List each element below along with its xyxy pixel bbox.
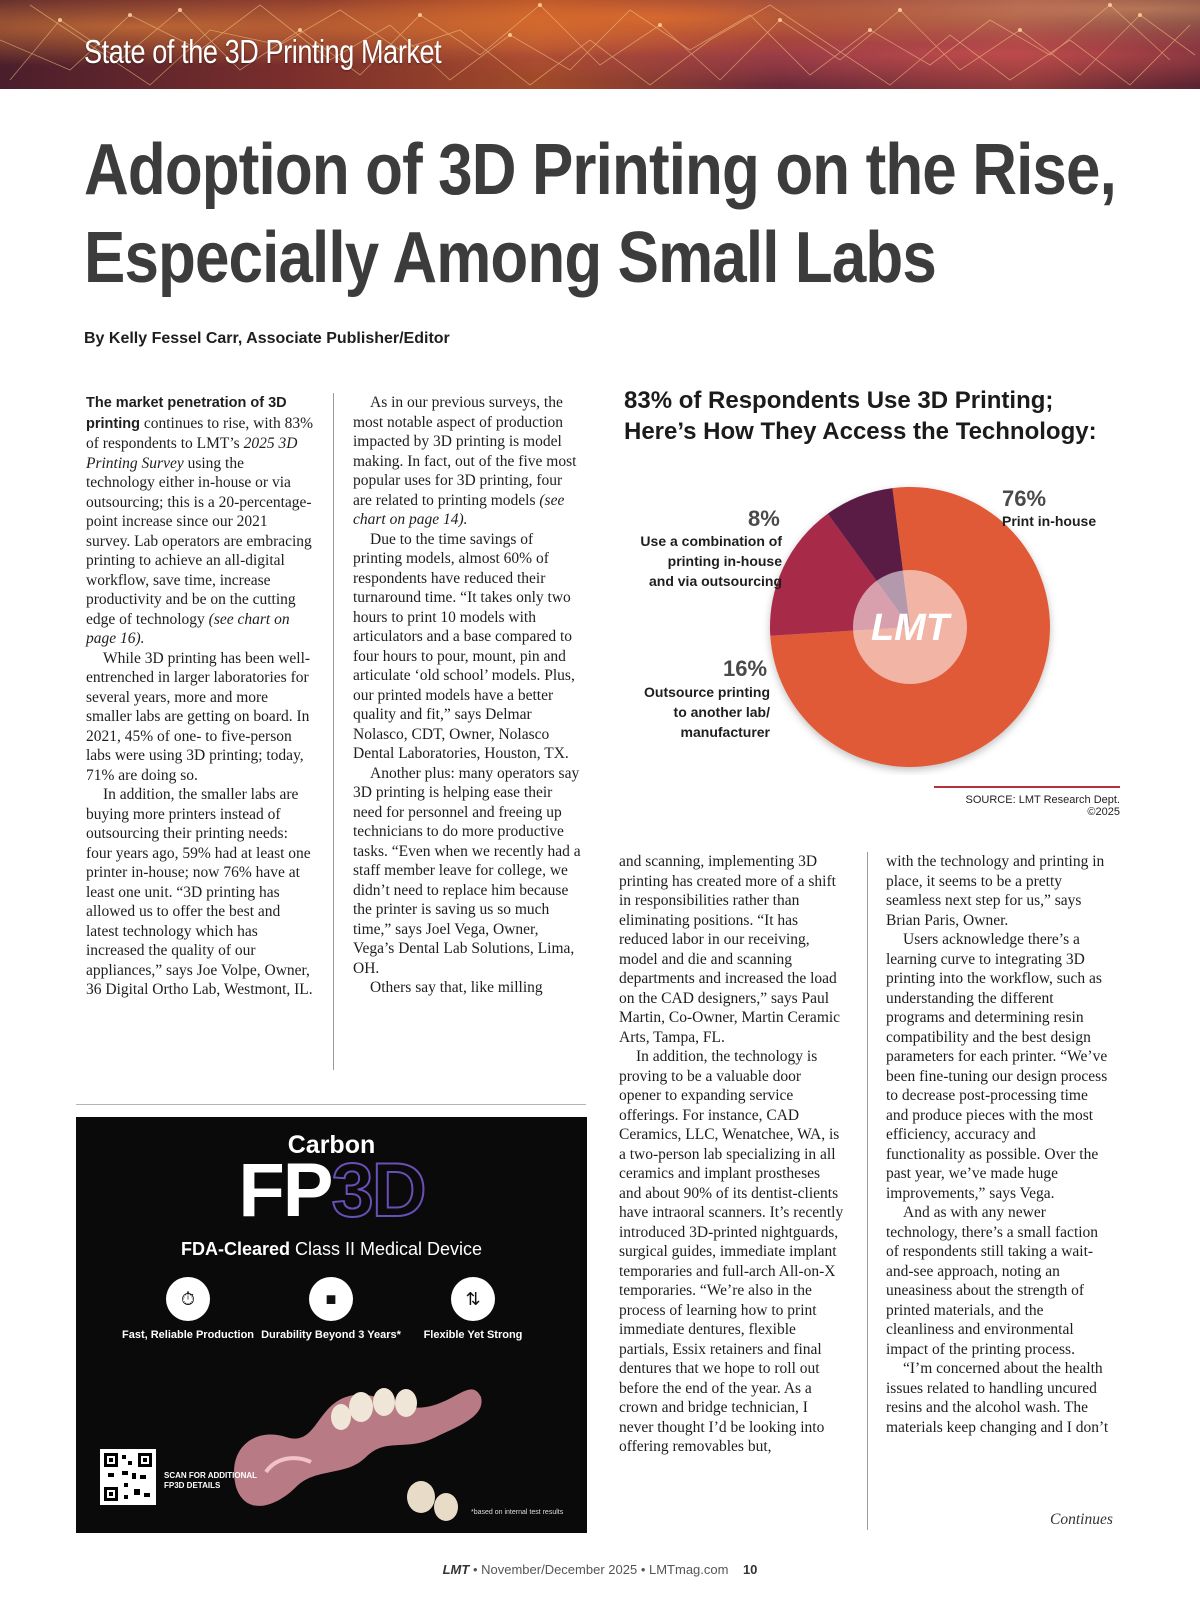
page-footer — [0, 1562, 1200, 1577]
paragraph: Others say that, like milling — [370, 979, 543, 996]
denture-product-image — [196, 1337, 496, 1527]
flex-arrows-icon: ⇅ — [451, 1277, 495, 1321]
slice-value-label: 76% — [1002, 486, 1047, 511]
paragraph: In addition, the technology is proving to be a valuable door opener to expanding service offerings. For instance, CAD Ceramics, LLC, Wenatchee, WA, is a two-person lab specializing in all ceramics and implant prostheses and about 90% of its dentist-clients have intraoral scanners. It’s recently introduced 3D-printed nightguards, surgical guides, immediate implant temporaries and full-arch All-on-X temporaries. “We’re also in the process of learning how to print immediate dentures, flexible partials, Essix retainers and final dentures that we hope to roll out before the end of the year. As a crown and bridge technician, I never thought I’d be looking into offering removables but, — [619, 1048, 844, 1455]
headline-line-1: Adoption of 3D Printing on the Rise, — [84, 130, 1116, 210]
qr-code[interactable] — [100, 1449, 156, 1505]
paragraph: As in our previous surveys, the most notable aspect of production impacted by 3D printing is model making. In fact, out of the five most popular uses for 3D printing, four are related to printing models (see chart on page 14). — [353, 394, 577, 528]
article-column-4 — [886, 852, 1112, 1437]
headline-line-2: Especially Among Small Labs — [84, 218, 936, 298]
chart-title: 83% of Respondents Use 3D Printing; Here’s How They Access the Technology: — [624, 387, 1097, 445]
paragraph: with the technology and printing in place, it seems to be a pretty seamless next step for us,” says Brian Paris, Owner. — [886, 853, 1105, 929]
chart-reference: (see chart on page 16). — [86, 610, 290, 647]
slice-value-label: 16% — [723, 656, 768, 681]
paragraph: Users acknowledge there’s a learning curve to integrating 3D printing into the workflow, such as understanding the different programs and determining resin compatibility and the best design parameters for each printer. “We’ve been fine-tuning our design process to decrease post-processing time and produce pieces with the most efficiency, accuracy and functionality as possible. Over the past year, we’ve made huge improvements,” says Vega. — [886, 931, 1108, 1202]
article-column-3 — [619, 852, 845, 1457]
footer-issue: November/December 2025 — [481, 1562, 638, 1577]
section-title: State of the 3D Printing Market — [84, 33, 442, 70]
ad-feature-label: Flexible Yet Strong — [423, 1329, 523, 1341]
survey-title: 2025 3D Printing Survey — [86, 435, 298, 472]
slice-category-label: Outsource printing to another lab/ manufacturer — [644, 684, 770, 740]
byline: By Kelly Fessel Carr, Associate Publisher/Editor — [84, 330, 450, 347]
paragraph: And as with any newer technology, there’s a small faction of respondents still taking a wait-and-see approach, noting an uneasiness about the strength of printed materials, and the cleanliness and environmental impact of the printing process. — [886, 1204, 1099, 1358]
continues-label: Continues — [1050, 1511, 1113, 1528]
ad-divider — [76, 1104, 586, 1105]
article-column-1 — [86, 393, 314, 1000]
lead-in: The market penetration of 3D printing — [86, 395, 287, 432]
paragraph: and scanning, implementing 3D printing has created more of a shift in responsibilities rather than eliminating positions. “It has reduced labor in our receiving, model and die and scanning departments and increased the load on the CAD designers,” says Paul Martin, Co-Owner, Martin Ceramic Arts, Tampa, FL. — [619, 853, 841, 1046]
qr-code-graphic — [104, 1453, 152, 1501]
chart-reference: (see chart on page 14). — [353, 491, 565, 528]
chart-source: SOURCE: LMT Research Dept. ©2025 — [934, 786, 1120, 818]
footer-site[interactable]: LMTmag.com — [648, 1562, 729, 1577]
page-number: 10 — [742, 1562, 758, 1577]
lmt-logo: LMT — [870, 607, 950, 649]
ad-feature-label: Durability Beyond 3 Years* — [261, 1329, 401, 1341]
ad-brand-logo: Carbon — [287, 1131, 376, 1159]
footer-spacer — [732, 1562, 739, 1577]
speed-clock-icon: ⏱ — [166, 1277, 210, 1321]
slice-category-label: Use a combination of printing in-house and via outsourcing — [640, 533, 782, 589]
ad-feature-label: Fast, Reliable Production — [121, 1329, 255, 1341]
column-divider — [333, 393, 334, 1070]
slice-category-label: Print in-house — [1002, 513, 1097, 529]
footer-separator: • — [640, 1562, 649, 1577]
ad-tagline: FDA-Cleared Class II Medical Device — [180, 1239, 483, 1259]
footer-brand: LMT — [442, 1562, 470, 1577]
ad-product-name: FP3D — [238, 1148, 425, 1233]
denture-icon: ■ — [309, 1277, 353, 1321]
article-headline — [84, 126, 1164, 302]
article-column-2 — [353, 393, 581, 998]
paragraph: Another plus: many operators say 3D printing is helping ease their need for personnel and freeing up technicians to do more productive tasks. “Even when we recently had a staff member leave for college, we didn’t need to replace him because the printer is saving us so much time,” says Joel Vega, Owner, Vega’s Dental Lab Solutions, Lima, OH. — [353, 764, 581, 977]
slice-value-label: 8% — [748, 506, 780, 531]
footer-separator: • — [472, 1562, 482, 1577]
paragraph: While 3D printing has been well-entrenched in larger laboratories for several years, more and more smaller labs are getting on board. In 2021, 45% of one- to five-person labs were using 3D printing; today, 71% are doing so. — [86, 649, 311, 784]
paragraph: In addition, the smaller labs are buying more printers instead of outsourcing their printing needs: four years ago, 59% had at least one printer in-house; now 76% have at least one unit. “3D printing has allowed us to offer the best and latest technology which has increased the quality of our appliances,” says Joe Volpe, Owner, 36 Digital Ortho Lab, Westmont, IL. — [86, 786, 313, 998]
paragraph: “I’m concerned about the health issues related to handling uncured resins and the alcohol wash. The materials keep changing and I don’t — [886, 1360, 1109, 1436]
qr-caption: SCAN FOR ADDITIONAL FP3D DETAILS — [164, 1471, 258, 1490]
carbon-advertisement[interactable] — [76, 1117, 587, 1533]
paragraph: The market penetration of 3D printing continues to rise, with 83% of respondents to LMT’s 2025 3D Printing Survey using the technology either in-house or via outsourcing; this is a 20-percentage-point increase since our 2021 survey. Lab operators are embracing printing to achieve an all-digital workflow, save time, increase productivity and be on the cutting edge of technology (see chart on page 16). — [86, 395, 314, 647]
paragraph: Due to the time savings of printing models, almost 60% of respondents have reduced their turnaround time. “It takes only two hours to print 10 models with articulators and a base compared to four hours to pour, mount, pin and articulate ‘old school’ models. Plus, our printed models have a better quality and fit,” says Delmar Nolasco, CDT, Owner, Nolasco Dental Laboratories, Houston, TX. — [353, 530, 575, 762]
section-banner — [0, 0, 1200, 89]
ad-footnote: *based on internal test results — [471, 1509, 564, 1516]
column-divider — [867, 852, 868, 1530]
